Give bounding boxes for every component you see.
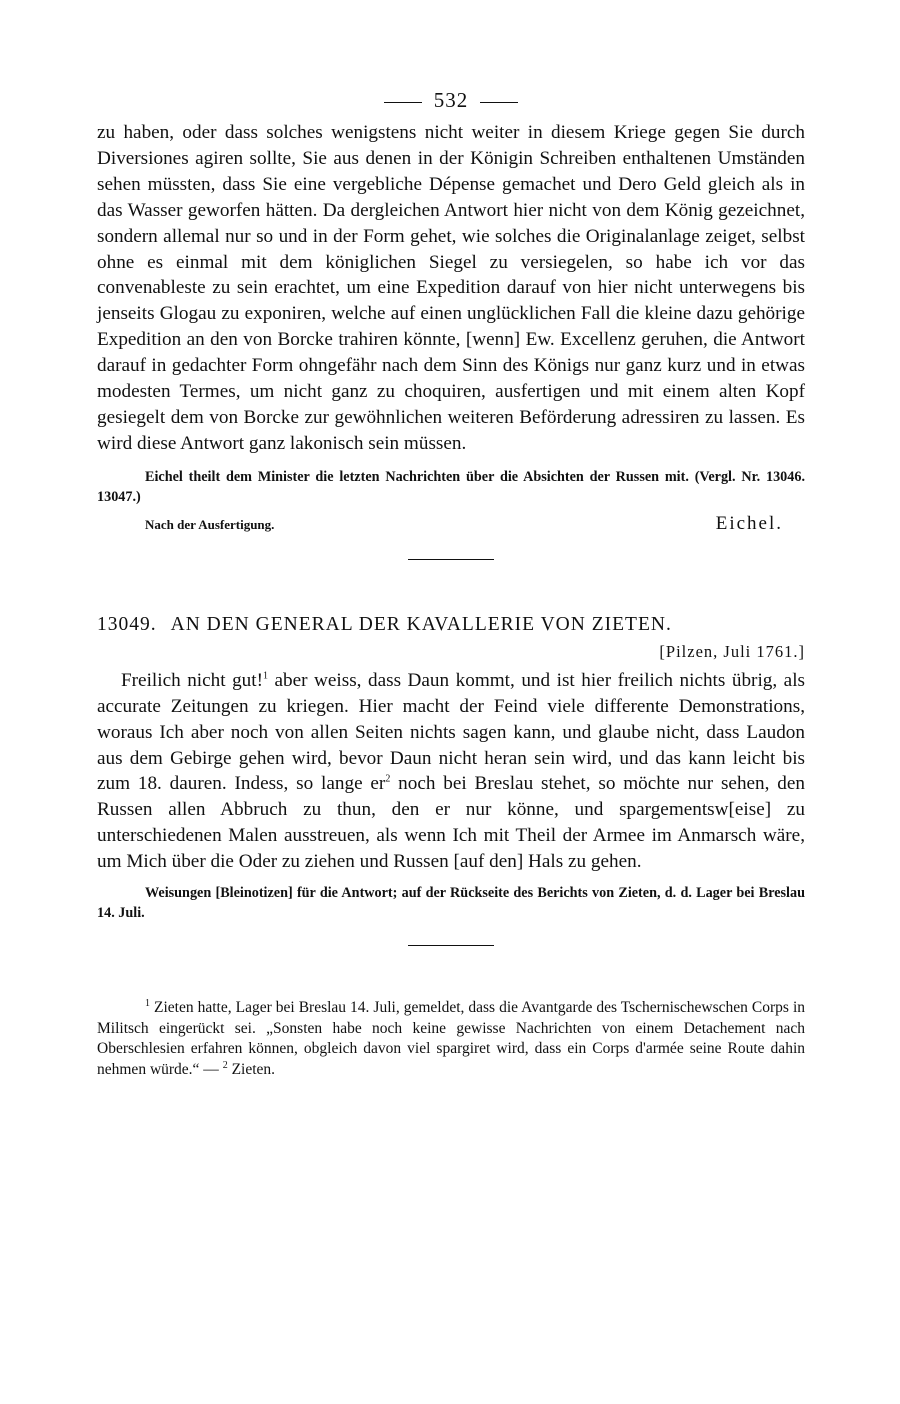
footnotes — [97, 998, 805, 1080]
letter-number: 13049. — [97, 613, 157, 635]
source-signature-row — [97, 513, 805, 535]
header-dash-right — [480, 102, 518, 103]
page-number: 532 — [433, 88, 469, 112]
editorial-note: Eichel theilt dem Minister die letzten Nachrichten über die Absichten der Russen mit. (Vergl. Nr. 13046. 13047.) — [97, 468, 805, 505]
footnote-mark-2: 2 — [222, 1059, 228, 1071]
letter-body — [97, 668, 805, 875]
footnote-ref-2: 2 — [385, 774, 391, 786]
header-dash-left — [384, 102, 422, 103]
page-header — [97, 80, 805, 120]
section-divider — [408, 559, 494, 560]
letter-text-middle: aber weiss, dass Daun kommt, und ist hier freilich nichts übrig, als accurate Zeitungen zu kriegen. Hier macht der Feind viele differente Demonstrations, woraus Ich aber noch von allen Seiten nichts sagen kann, und glaube nicht, dass Laudon aus dem Gebirge gehen wird, bevor Daun nicht heran sein wird, und das kann leicht bis zum 18. dauren. Indess, so lange er — [97, 669, 805, 795]
letter-heading — [97, 612, 805, 638]
footnote-divider — [408, 945, 494, 946]
dateline: [Pilzen, Juli 1761.] — [659, 641, 805, 661]
footnote-ref-1: 1 — [263, 670, 268, 682]
letter-continuation-paragraph: zu haben, oder dass solches wenigstens nicht weiter in diesem Kriege gegen Sie durch Diversiones agiren sollte, Sie aus denen in der Königin Schreiben enthaltenen Umständen sehen müssten, dass Sie eine vergebliche Dépense gemachet und Dero Geld gleich als in das Wasser geworfen hätten. Da dergleichen Antwort hier nicht von dem König gezeichnet, sondern allemal nur so und in der Form gehet, wie solches die Originalanlage zeiget, selbst ohne es einmal mit dem königlichen Siegel zu versiegelen, so habe ich vor das convenableste zu sein erachtet, um eine Expedition darauf von hier nicht unterwegens bis jenseits Glogau zu exponiren, welche auf einen unglücklichen Fall die kleine dazu gehörige Expedition an den von Borcke trahiren könnte, [wenn] Ew. Excellenz geruhen, die Antwort darauf in gedachter Form ohngefähr nach dem Sinn des Königs nur ganz kurz und in etwas modesten Termes, um nicht ganz zu choquiren, ausfertigen und mit einem alten Kopf gesiegelt dem von Borcke zur gewöhnlichen weiteren Beförderung adressiren zu lassen. Es wird diese Antwort ganz lakonisch sein müssen. — [97, 122, 805, 454]
document-page — [97, 80, 805, 1080]
letter-heading-line — [97, 612, 805, 638]
signature: Eichel. — [715, 512, 783, 534]
letter-title: AN DEN GENERAL DER KAVALLERIE VON ZIETEN. — [170, 613, 672, 635]
letter-text-end: noch bei Breslau stehet, so möchte nur sehen, den Russen allen Abbruch zu thun, den er nur könne, und spargementsw[eise] zu unterschiedenen Malen ausstreuen, als wenn Ich mit Theil der Armee im Anmarsch wäre, um Mich über die Oder zu ziehen und Russen [auf den] Hals zu gehen. — [97, 773, 805, 873]
footnote-text-2: Zieten. — [227, 1060, 276, 1078]
letter-text-start: Freilich nicht gut! — [121, 669, 263, 691]
source-note: Nach der Ausfertigung. — [145, 516, 275, 532]
footnote-mark-1: 1 — [145, 997, 150, 1009]
footnote-text-1: Zieten hatte, Lager bei Breslau 14. Juli, gemeldet, dass die Avantgarde des Tschernischewschen Corps in Militsch eingerückt sei. „Sonsten habe noch keine gewisse Nachrichten von einem Detachement nach Oberschlesien erfahren können, obgleich davon viel spargiret wird, dass ein Corps d'armée seine Route dahin nehmen würde.“ — — [97, 999, 805, 1078]
letter-editorial-note: Weisungen [Bleinotizen] für die Antwort; auf der Rückseite des Berichts von Zieten, d. d. Lager bei Breslau 14. Juli. — [97, 885, 805, 922]
